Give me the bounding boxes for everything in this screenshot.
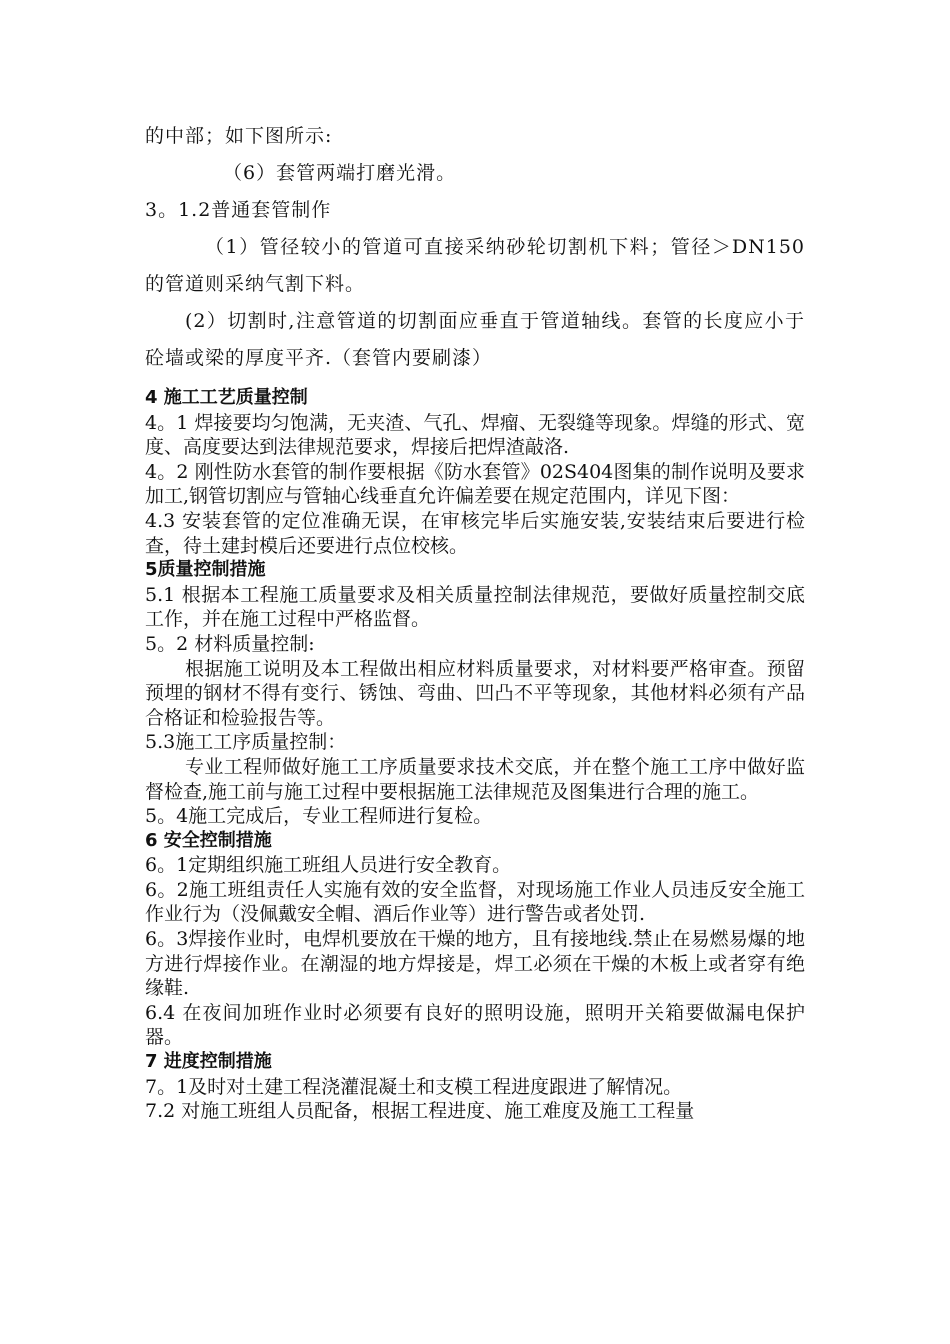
heading-section-6: 6 安全控制措施 — [145, 829, 272, 851]
section-4-item-3: 4.3 安装套管的定位准确无误，在审核完毕后实施安装,安装结束后要进行检查，待土建封模后还要进行点位校核。 — [145, 509, 805, 557]
heading-section-4: 4 施工工艺质量控制 — [145, 387, 308, 408]
section-6-item-1: 6。1定期组织施工班组人员进行安全教育。 — [145, 854, 512, 877]
section-5-item-3-title: 5.3施工工序质量控制： — [145, 731, 347, 754]
section-5-item-4: 5。4施工完成后，专业工程师进行复检。 — [145, 805, 493, 828]
section-5-item-2-body: 根据施工说明及本工程做出相应材料质量要求，对材料要严格审查。预留预埋的钢材不得有变行、锈蚀、弯曲、凹凸不平等现象，其他材料必须有产品合格证和检验报告等。 — [145, 657, 805, 729]
paragraph-sleeve-polish: （6）套管两端打磨光滑。 — [223, 162, 457, 184]
section-6-item-4: 6.4 在夜间加班作业时必须要有良好的照明设施，照明开关箱要做漏电保护器。 — [145, 1001, 805, 1049]
paragraph-cutting-method: （1）管径较小的管道可直接采纳砂轮切割机下料；管径＞DN150的管道则采纳气割下料。 — [145, 236, 805, 295]
heading-section-7: 7 进度控制措施 — [145, 1051, 272, 1073]
paragraph-cutting-note: (2）切割时,注意管道的切割面应垂直于管道轴线。套管的长度应小于砼墙或梁的厚度平齐.（套管内要刷漆） — [145, 310, 805, 369]
section-6-item-3: 6。3焊接作业时，电焊机要放在干燥的地方，且有接地线.禁止在易燃易爆的地方进行焊接作业。在潮湿的地方焊接是，焊工必须在干燥的木板上或者穿有绝缘鞋. — [145, 928, 805, 1000]
subheading-ordinary-sleeve: 3。1.2普通套管制作 — [145, 199, 332, 221]
section-6-item-2: 6。2施工班组责任人实施有效的安全监督，对现场施工作业人员违反安全施工作业行为（没佩戴安全帽、酒后作业等）进行警告或者处罚. — [145, 878, 805, 926]
section-4-item-1: 4。1 焊接要均匀饱满，无夹渣、气孔、焊瘤、无裂缝等现象。焊缝的形式、宽度、高度要达到法律规范要求，焊接后把焊渣敲洛. — [145, 411, 805, 459]
section-5-item-1: 5.1 根据本工程施工质量要求及相关质量控制法律规范，要做好质量控制交底工作，并在施工过程中严格监督。 — [145, 583, 805, 631]
document-page — [145, 118, 805, 1124]
section-7-item-1: 7。1及时对土建工程浇灌混凝土和支模工程进度跟进了解情况。 — [145, 1075, 683, 1098]
section-7-item-2: 7.2 对施工班组人员配备，根据工程进度、施工难度及施工工程量 — [145, 1100, 695, 1123]
heading-section-5: 5质量控制措施 — [145, 559, 266, 581]
section-4-item-2: 4。2 刚性防水套管的制作要根据《防水套管》02S404图集的制作说明及要求加工,钢管切割应与管轴心线垂直允许偏差要在规定范围内，详见下图： — [145, 460, 805, 508]
section-5-item-3-body: 专业工程师做好施工工序质量要求技术交底，并在整个施工工序中做好监督检查,施工前与施工过程中要根据施工法律规范及图集进行合理的施工。 — [145, 755, 805, 803]
section-5-item-2-title: 5。2 材料质量控制: — [145, 632, 315, 655]
paragraph-continuation: 的中部；如下图所示: — [145, 125, 333, 147]
